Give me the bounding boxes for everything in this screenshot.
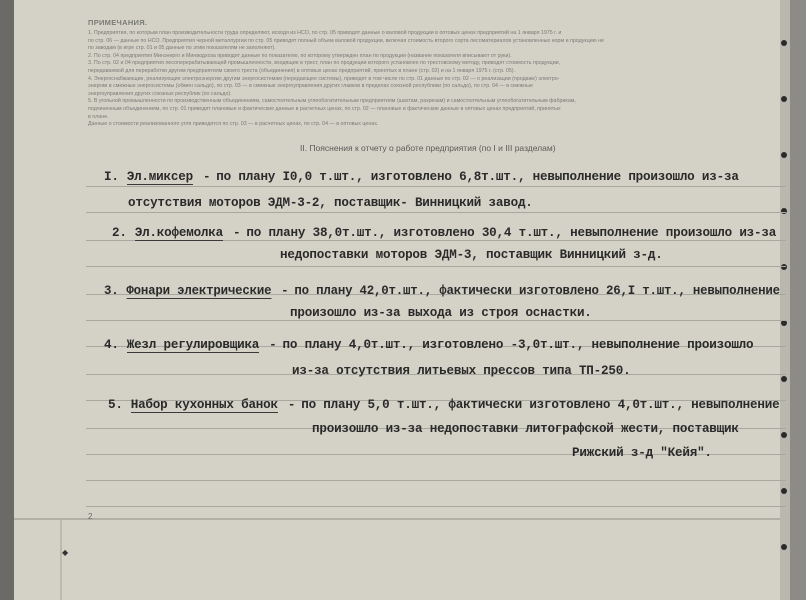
margin-mark: ◆: [62, 548, 69, 557]
entry-3: 3. Фонари электрические - по плану 42,0т.шт., фактически изготовлено 26,I т.шт., невыполнение: [104, 284, 780, 298]
entry-item: Фонари электрические: [126, 284, 272, 298]
note-line: Данные о стоимости реализованного угля приводятся по стр. 03 — в расчетных ценах, по стр. 04 — в оптовых ценах.: [88, 121, 379, 128]
entry-1: I. Эл.миксер - по плану I0,0 т.шт., изготовлено 6,8т.шт., невыполнение произошло из-за: [104, 170, 739, 184]
binding-hole: [781, 544, 787, 550]
entry-3-continuation: произошло из-за выхода из строя оснастки.: [290, 306, 592, 320]
entry-2: 2. Эл.кофемолка - по плану 38,0т.шт., изготовлено 30,4 т.шт., невыполнение произошло из-за: [112, 226, 777, 240]
note-line: энергоуправления других союзных республик (по сальдо).: [88, 90, 232, 97]
ruled-line: [86, 506, 786, 507]
binding-hole: [781, 488, 787, 494]
entry-text: по плану I0,0 т.шт., изготовлено 6,8т.шт., невыполнение произошло из-за: [216, 170, 739, 184]
entry-text: по плану 38,0т.шт., изготовлено 30,4 т.шт., невыполнение произошло из-за: [246, 226, 777, 240]
entry-5: 5. Набор кухонных банок - по плану 5,0 т.шт., фактически изготовлено 4,0т.шт., невыполнение: [108, 398, 780, 412]
note-line: по стр. 06 — данные по НСО. Предприятия черной металлургии по стр. 05 приводят полный объем валовой продукции, включая стоимость второго сорта лесоматериалов установленных норм и продукцию не: [88, 37, 605, 44]
notes-title: ПРИМЕЧАНИЯ.: [88, 18, 148, 27]
note-line: передаваемой для переработки другим предприятиям своего треста (объединения) в оптовых ценах предприятий, принятых в плане (стр. 02) и на 1 января 1975 г. (стр. 05).: [88, 67, 515, 74]
entry-5-continuation: произошло из-за недопоставки литографской жести, поставщик: [312, 422, 739, 436]
note-line: энергии в смежные энергосистемы (обмен сальдо), по стр. 03 — в смежные энергоуправления других главков в пределах союзной республики (по сальдо), по стр. 04 — в смежные: [88, 83, 533, 90]
entry-item: Жезл регулировщика: [126, 338, 260, 352]
binding-hole: [781, 208, 787, 214]
entry-text: по плану 4,0т.шт., изготовлено -3,0т.шт., невыполнение произошло: [282, 338, 754, 352]
entry-2-continuation: недопоставки моторов ЭДМ-3, поставщик Винницкий з-д.: [280, 248, 663, 262]
entry-1-continuation: отсутствия моторов ЭДМ-3-2, поставщик- Винницкий завод.: [128, 196, 533, 210]
entry-number: 2.: [112, 226, 127, 240]
entry-text: по плану 5,0 т.шт., фактически изготовлено 4,0т.шт., невыполнение: [301, 398, 780, 412]
entry-5-continuation: Рижский з-д "Кейя".: [572, 446, 712, 460]
notes-block: [88, 18, 788, 129]
ruled-line: [86, 186, 786, 187]
section-title: II. Пояснения к отчету о работе предприятия (по I и III разделам): [300, 143, 556, 153]
entry-number: I.: [104, 170, 119, 184]
binding-hole: [781, 152, 787, 158]
paper-fold: [14, 518, 780, 520]
entry-4-continuation: из-за отсутствия литьевых прессов типа ТП-250.: [292, 364, 631, 378]
entry-text: по плану 42,0т.шт., фактически изготовлено 26,I т.шт., невыполнение: [294, 284, 780, 298]
note-line: 5. В угольной промышленности по производственным объединениям, самостоятельным углеобогатительным предприятиям (шахтам, разрезам) и самостоятельным углеобогатительным фабрикам,: [88, 98, 576, 105]
entry-number: 3.: [104, 284, 119, 298]
note-line: подчиненным объединениям, по стр. 01 приводят плановые и фактические данные в расчетных ценах, по стр. 02 — плановые и фактические данные в оптовых ценах предприятий, принятых: [88, 105, 561, 112]
binding-hole: [781, 376, 787, 382]
binding-edge-right: [790, 0, 806, 600]
note-line: 4. Энергоснабжающие, реализующие электроэнергию другим энергосистемам (передающее системы), приводят в том числе по стр. 01 данные по стр. 02 — о реализации (продаже) электро-: [88, 75, 560, 82]
entry-item: Набор кухонных банок: [130, 398, 278, 412]
entry-number: 5.: [108, 398, 123, 412]
entry-4: 4. Жезл регулировщика - по плану 4,0т.шт., изготовлено -3,0т.шт., невыполнение произошло: [104, 338, 754, 352]
note-line: в плане.: [88, 113, 109, 120]
binding-edge-left: [0, 0, 14, 600]
note-line: по заводам (в игре стр. 01 и 05 данные по этим показателям не заполняют).: [88, 45, 276, 52]
binding-hole: [781, 432, 787, 438]
paper-fold: [60, 520, 62, 600]
ruled-line: [86, 320, 786, 321]
note-line: 3. По стр. 02 и 04 предприятия лесоперерабатывающей промышленности, входящие в трест, план по продукции которого установлен по трестовскому методу, приводят стоимость продукции,: [88, 60, 561, 67]
entry-item: Эл.кофемолка: [134, 226, 224, 240]
ruled-line: [86, 480, 786, 481]
entry-item: Эл.миксер: [126, 170, 193, 184]
note-line: 1. Предприятия, по которым план производительности труда определяют, исходя из НСО, по стр. 05 приводят данные о валовой продукции в оптовых ценах предприятий на 1 января 1975 г. и: [88, 30, 562, 36]
ruled-line: [86, 266, 786, 267]
binding-hole: [781, 264, 787, 270]
entry-number: 4.: [104, 338, 119, 352]
ruled-line: [86, 212, 786, 213]
note-line: 2. По стр. 04 предприятия Минэнерго и Минводхоза приводят данные по показателю, по которому утвержден план по продукции (название показателя вписывают от руки).: [88, 52, 512, 59]
page-number: 2: [88, 512, 93, 521]
